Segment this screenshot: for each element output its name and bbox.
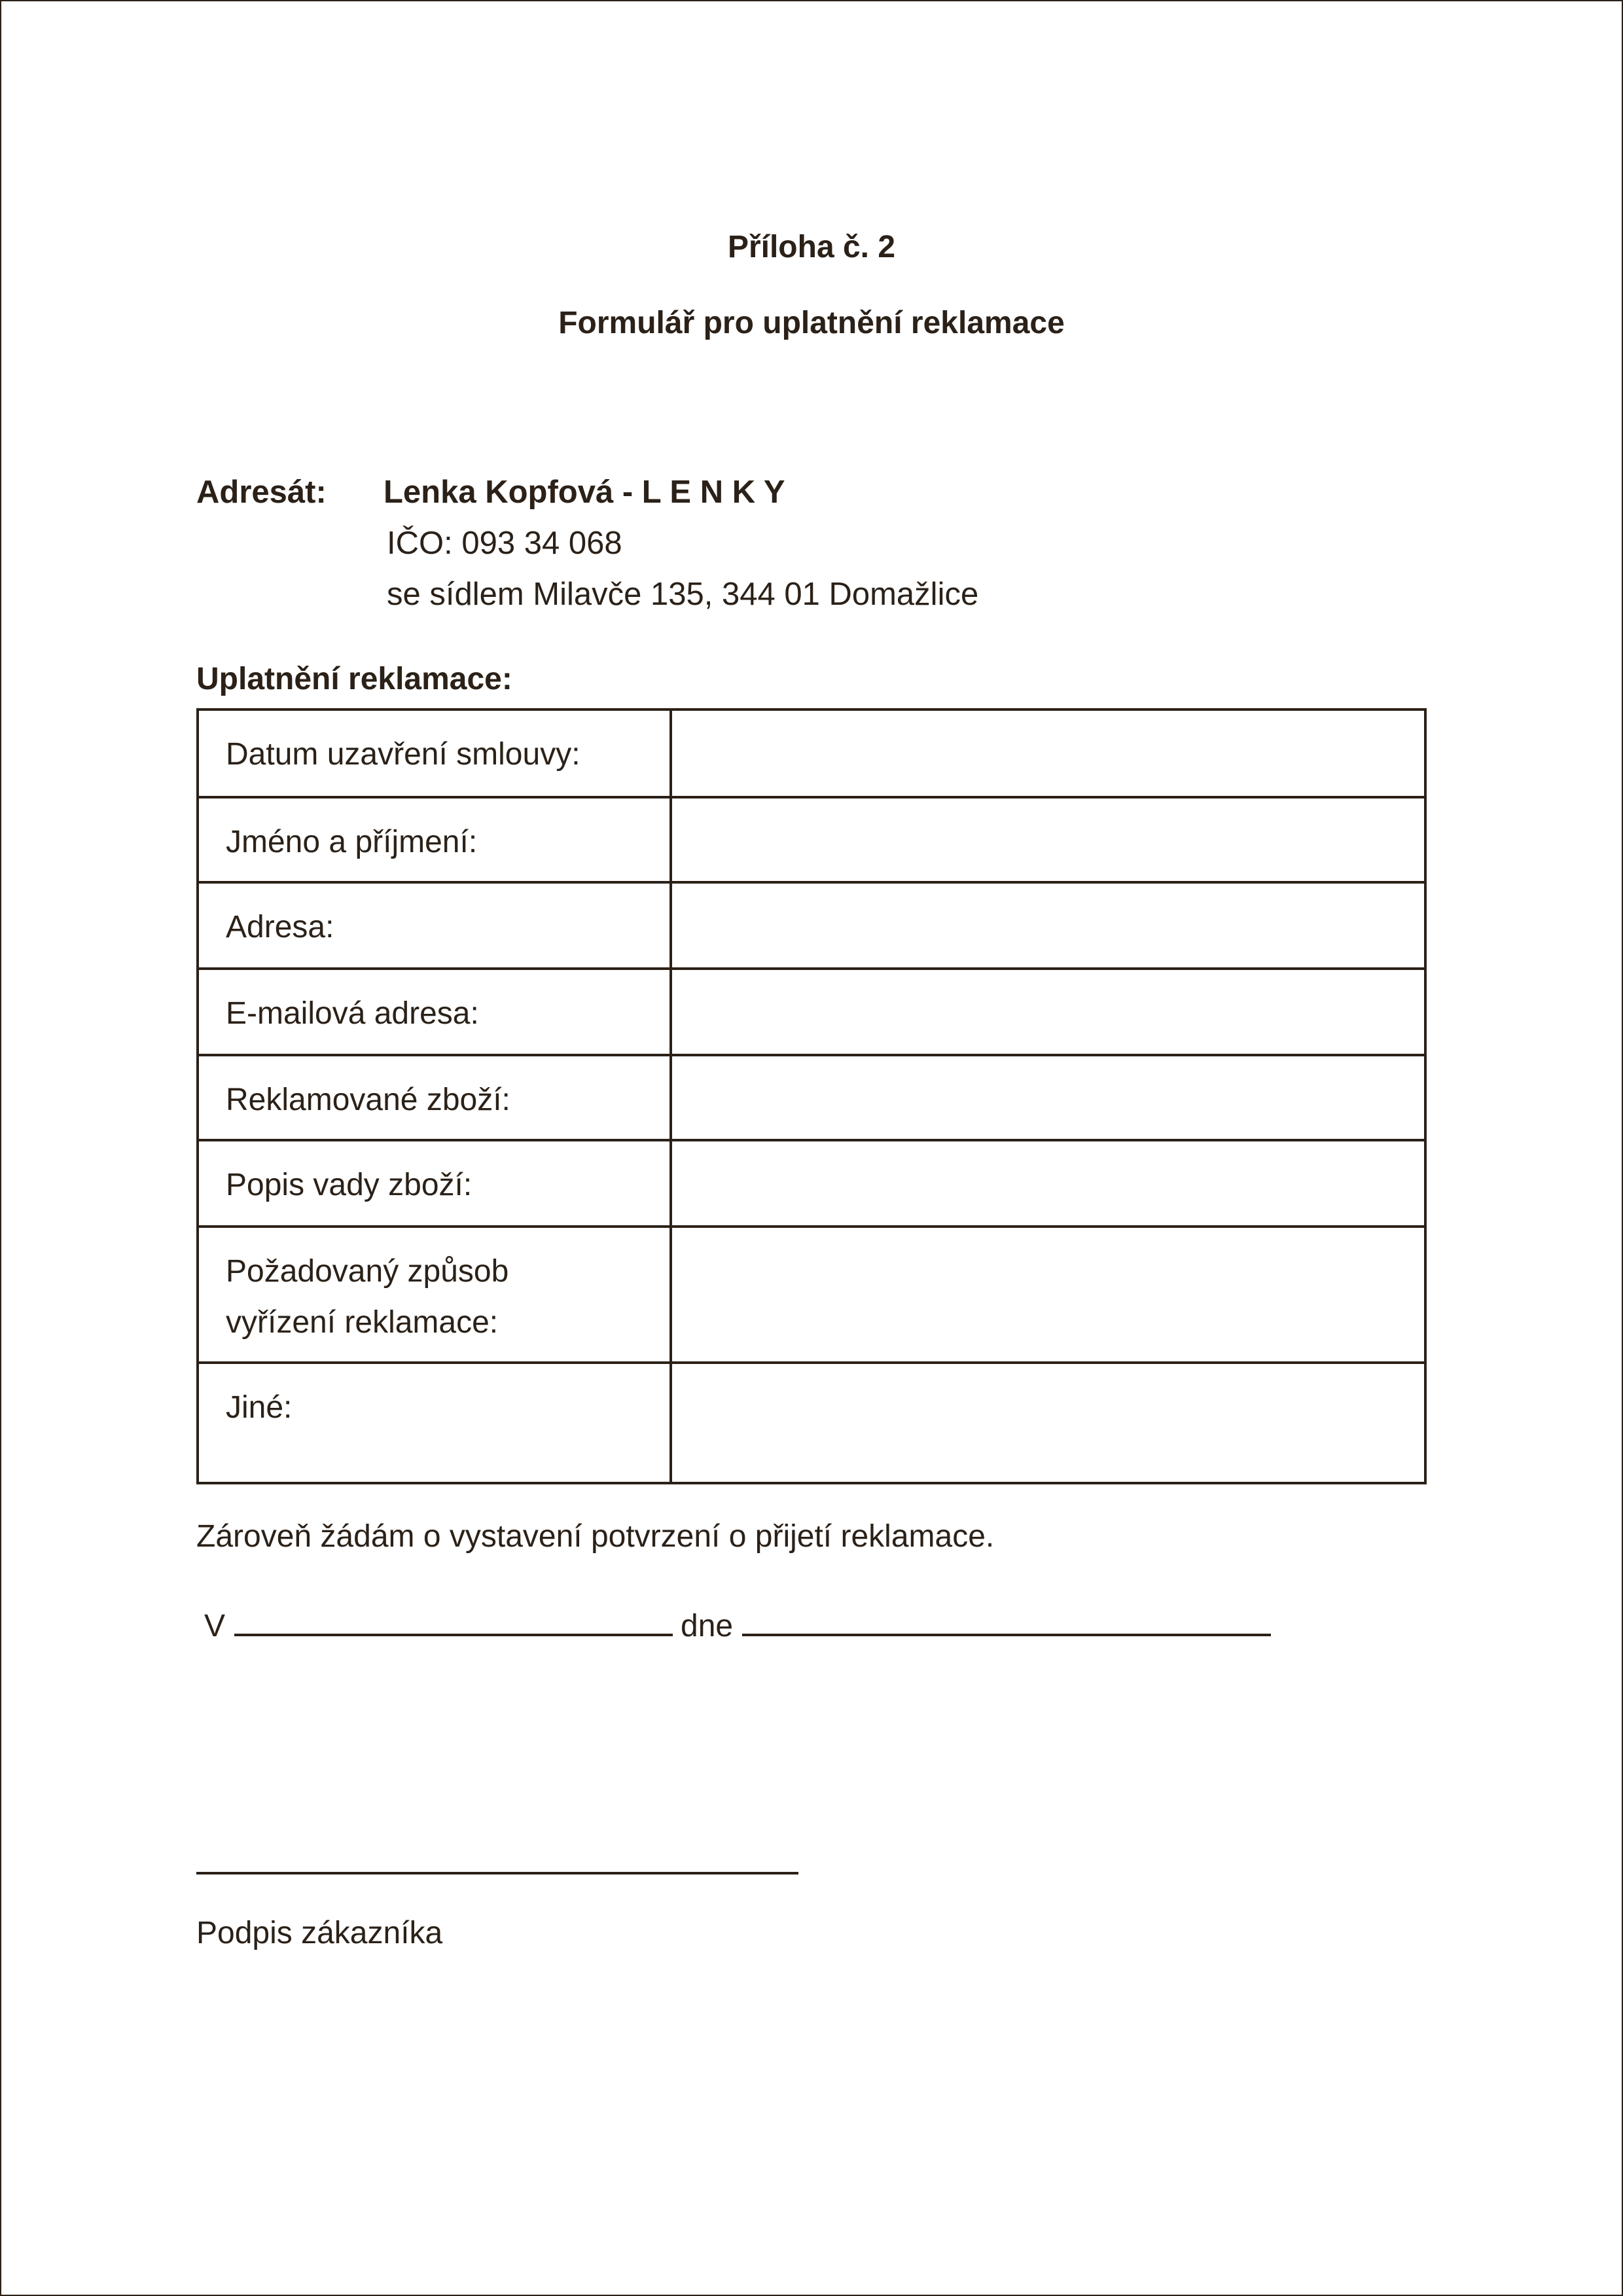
form-title: Formulář pro uplatnění reklamace (558, 306, 1065, 340)
row-label-other: Jiné: (198, 1363, 671, 1483)
addressee-name: Lenka Kopfová - L E N K Y (383, 475, 785, 510)
table-row (198, 1363, 1425, 1483)
full-name-field[interactable] (671, 797, 1425, 882)
claim-table (196, 708, 1427, 1484)
resolution-method-field[interactable] (671, 1227, 1425, 1363)
place-date-row (204, 1600, 1271, 1646)
claimed-goods-field[interactable] (671, 1055, 1425, 1140)
row-label-defect-description: Popis vady zboží: (198, 1140, 671, 1227)
email-field[interactable] (671, 969, 1425, 1055)
place-blank-line[interactable] (234, 1600, 673, 1636)
claim-section-title: Uplatnění reklamace: (196, 662, 512, 696)
table-row (198, 797, 1425, 882)
table-row (198, 882, 1425, 969)
table-row (198, 1227, 1425, 1363)
defect-description-field[interactable] (671, 1140, 1425, 1227)
contract-date-field[interactable] (671, 709, 1425, 797)
signature-line[interactable] (196, 1872, 798, 1874)
other-field[interactable] (671, 1363, 1425, 1483)
date-prefix: dne (681, 1609, 734, 1643)
addressee-ico: IČO: 093 34 068 (387, 526, 622, 561)
table-row (198, 1140, 1425, 1227)
addressee-seat: se sídlem Milavče 135, 344 01 Domažlice (387, 577, 979, 612)
signature-label: Podpis zákazníka (196, 1916, 443, 1950)
row-label-resolution-method (198, 1227, 671, 1363)
row-label-email: E-mailová adresa: (198, 969, 671, 1055)
confirmation-request-text: Zároveň žádám o vystavení potvrzení o přijetí reklamace. (196, 1519, 995, 1554)
row-label-claimed-goods: Reklamované zboží: (198, 1055, 671, 1140)
addressee-label: Adresát: (196, 475, 327, 510)
row-label-contract-date: Datum uzavření smlouvy: (198, 709, 671, 797)
date-blank-line[interactable] (742, 1600, 1271, 1636)
place-prefix: V (204, 1609, 226, 1643)
address-field[interactable] (671, 882, 1425, 969)
table-row (198, 709, 1425, 797)
row-label-full-name: Jméno a příjmení: (198, 797, 671, 882)
annex-heading: Příloha č. 2 (727, 230, 896, 264)
resolution-label-line-1: Požadovaný způsob (226, 1254, 509, 1289)
table-row (198, 969, 1425, 1055)
table-row (198, 1055, 1425, 1140)
row-label-address: Adresa: (198, 882, 671, 969)
resolution-label-line-2: vyřízení reklamace: (226, 1305, 499, 1340)
